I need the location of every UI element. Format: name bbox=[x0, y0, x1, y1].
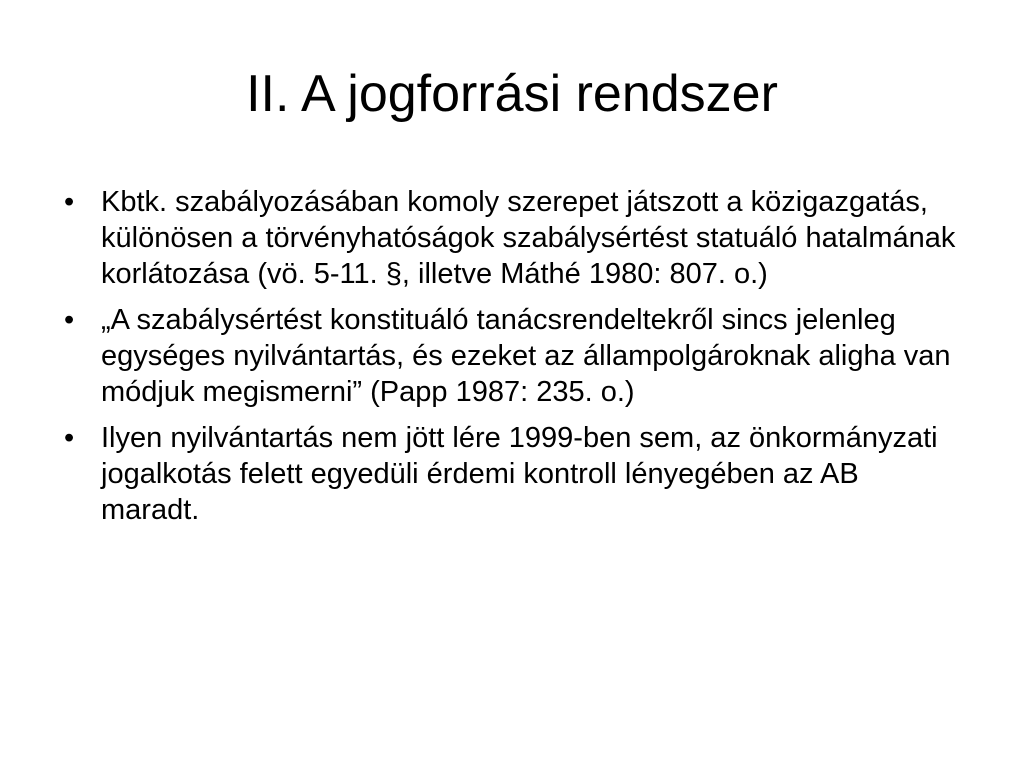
bullet-text: Kbtk. szabályozásában komoly szerepet játszott a közigazgatás, különösen a törvényhatóságok szabálysértést statuáló hatalmának korlátozása (vö. 5-11. §, illetve Máthé 1980: 807. o.) bbox=[101, 186, 956, 290]
bullet-dot-icon: • bbox=[64, 186, 75, 218]
bullet-text: „A szabálysértést konstituáló tanácsrendeltekről sincs jelenleg egységes nyilvántartás, és ezeket az állampolgároknak aligha van módjuk megismerni” (Papp 1987: 235. o.) bbox=[101, 304, 951, 408]
bullet-item bbox=[64, 302, 964, 410]
bullet-dot-icon: • bbox=[64, 422, 75, 454]
bullet-item bbox=[64, 420, 964, 528]
bullet-list bbox=[64, 184, 964, 538]
slide-title: II. A jogforrási rendszer bbox=[246, 65, 778, 123]
bullet-dot-icon: • bbox=[64, 304, 75, 336]
bullet-item bbox=[64, 184, 964, 292]
bullet-text: Ilyen nyilvántartás nem jött lére 1999-ben sem, az önkormányzati jogalkotás felett egyedüli érdemi kontroll lényegében az AB maradt. bbox=[101, 422, 938, 526]
